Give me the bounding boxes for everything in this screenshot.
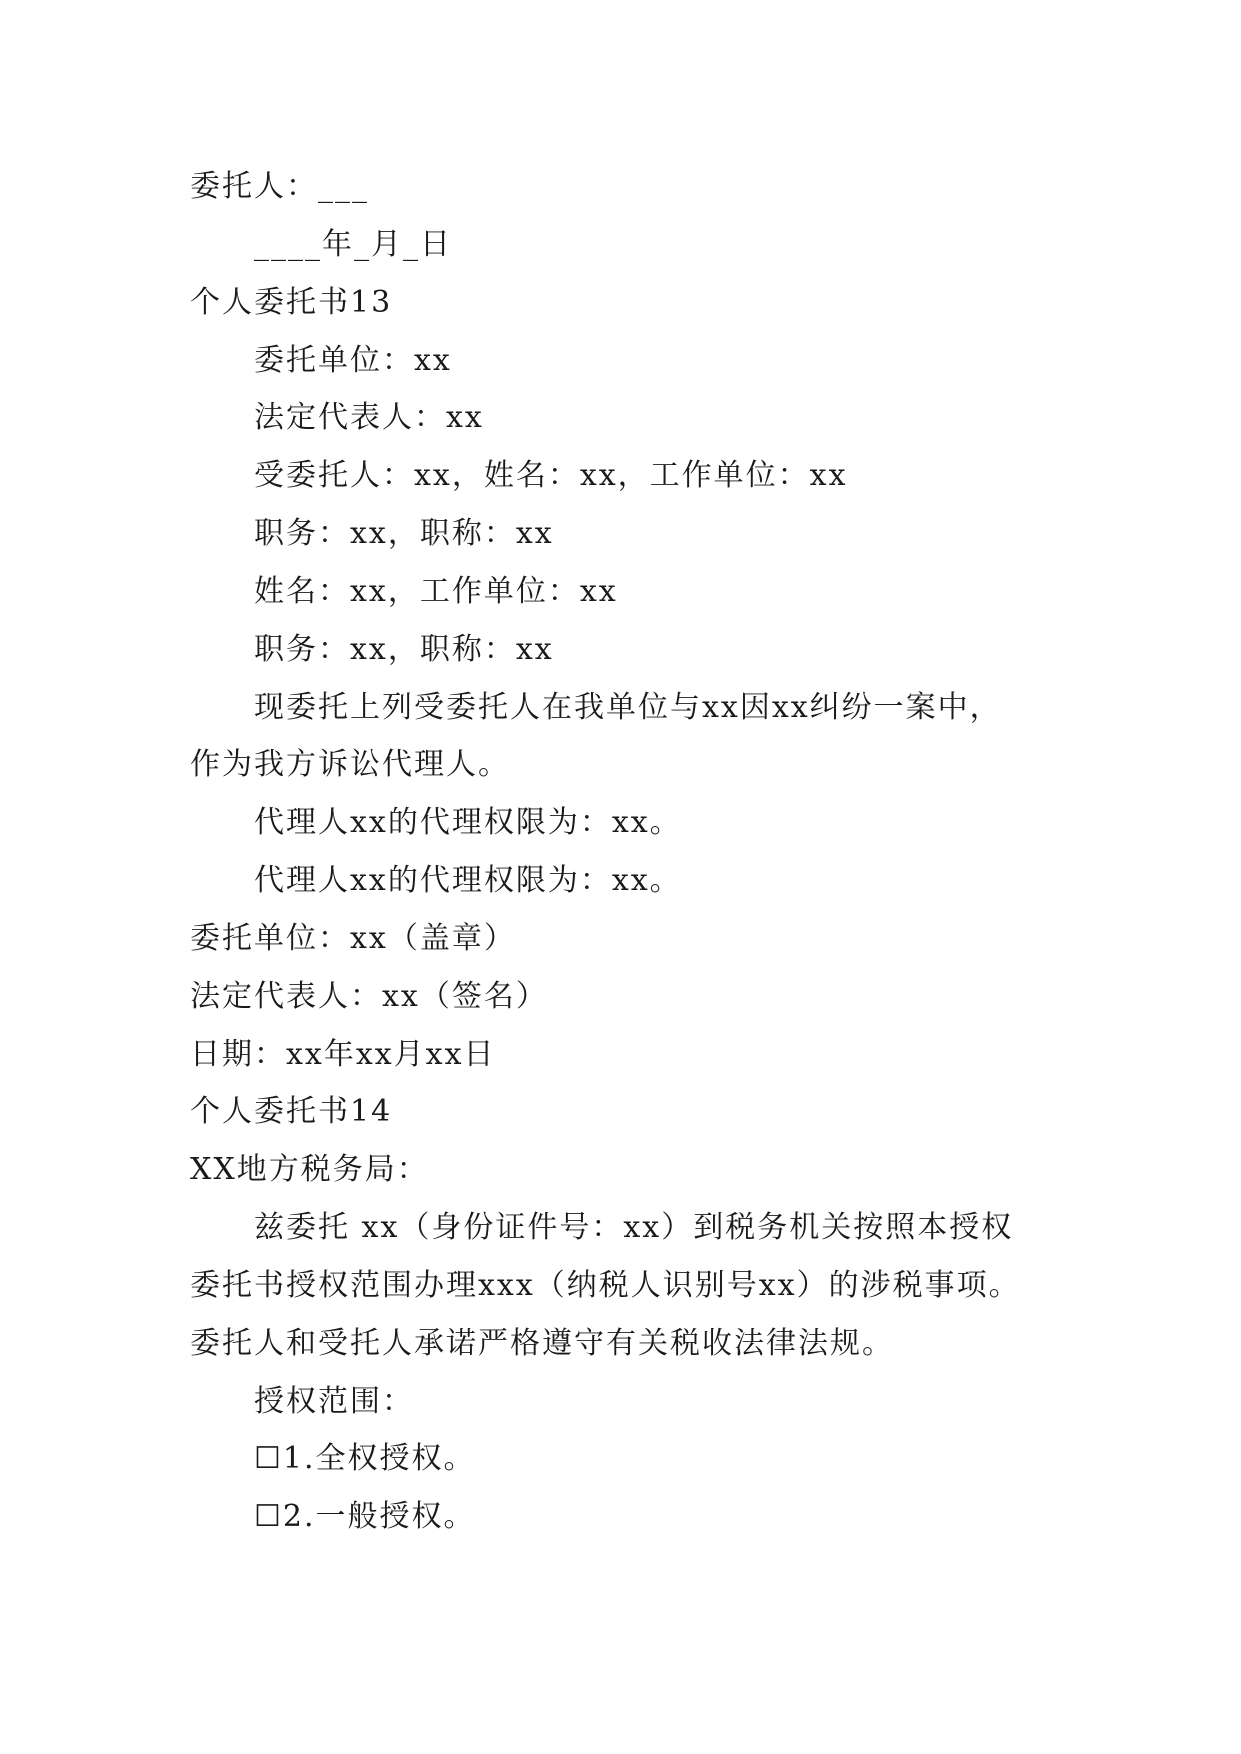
full-authorization-option: ☐1.全权授权。 [254,1441,476,1476]
name-workplace-line: 姓名：xx，工作单位：xx [254,574,618,609]
delegator-signature-line: 委托人：___ [190,169,369,204]
trustee-line: 受委托人：xx，姓名：xx，工作单位：xx [254,458,848,493]
section-heading-14: 个人委托书14 [190,1094,393,1129]
representative-sign-line: 法定代表人：xx（签名） [190,979,548,1014]
legal-representative-line: 法定代表人：xx [254,400,484,435]
commitment-line: 委托人和受托人承诺严格遵守有关税收法律法规。 [190,1326,894,1361]
delegating-unit-line: 委托单位：xx [254,343,452,378]
section-heading-13: 个人委托书13 [190,285,393,320]
unit-seal-line: 委托单位：xx（盖章） [190,921,516,956]
authorization-scope-label: 授权范围： [254,1384,414,1419]
body-paragraph-1-cont: 作为我方诉讼代理人。 [190,747,510,782]
tax-body-paragraph: 兹委托 xx（身份证件号：xx）到税务机关按照本授权 [254,1210,1014,1245]
agent-authority-line-1: 代理人xx的代理权限为：xx。 [254,805,682,840]
general-authorization-option: ☐2.一般授权。 [254,1499,476,1534]
position-title-line-2: 职务：xx，职称：xx [254,632,554,667]
addressee-line: XX地方税务局： [190,1152,429,1187]
tax-body-paragraph-cont: 委托书授权范围办理xxx（纳税人识别号xx）的涉税事项。 [190,1268,1021,1303]
date-line: ____年_月_日 [254,227,452,262]
body-paragraph-1: 现委托上列受委托人在我单位与xx因xx纠纷一案中， [254,690,1002,725]
agent-authority-line-2: 代理人xx的代理权限为：xx。 [254,863,682,898]
position-title-line-1: 职务：xx，职称：xx [254,516,554,551]
date-field-line: 日期：xx年xx月xx日 [190,1037,496,1072]
